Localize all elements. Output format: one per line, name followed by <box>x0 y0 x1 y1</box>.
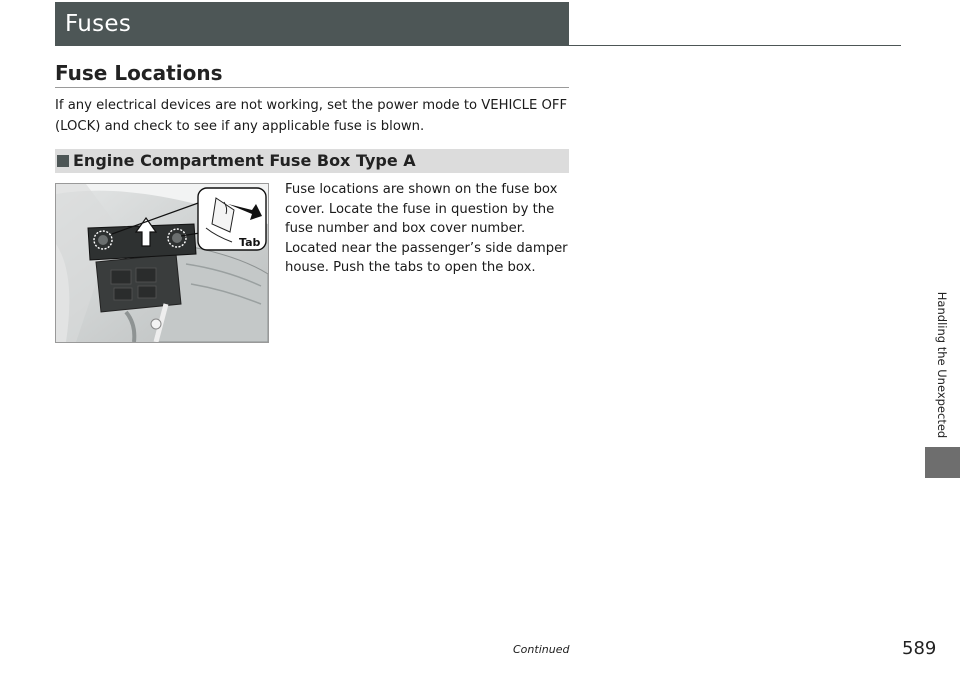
body-paragraph-1: Fuse locations are shown on the fuse box cover. Locate the fuse in question by the fuse number and box cover number. <box>285 182 558 236</box>
body-paragraph-2: Located near the passenger’s side damper house. Push the tabs to open the box. <box>285 240 568 275</box>
chapter-side-tab <box>925 447 960 478</box>
section-title: Fuse Locations <box>55 61 223 85</box>
intro-paragraph: If any electrical devices are not working, set the power mode to VEHICLE OFF (LOCK) and check to see if any applicable fuse is blown. <box>55 98 568 134</box>
section-rule <box>55 87 569 88</box>
tab-callout-label: Tab <box>239 236 261 249</box>
chapter-header-bar <box>55 2 569 46</box>
body-text <box>285 180 575 278</box>
page-number: 589 <box>902 638 937 659</box>
subsection-title: Engine Compartment Fuse Box Type A <box>73 151 416 170</box>
engine-bay-drawing <box>56 184 268 342</box>
header-rule <box>569 45 901 46</box>
chapter-side-label-wrap <box>924 290 960 440</box>
subsection-bar <box>55 149 569 173</box>
continued-label: Continued <box>513 643 570 656</box>
fuse-box-illustration <box>55 183 269 343</box>
chapter-title: Fuses <box>65 11 132 37</box>
square-bullet-icon <box>57 155 69 167</box>
chapter-side-label: Handling the Unexpected <box>935 291 949 439</box>
